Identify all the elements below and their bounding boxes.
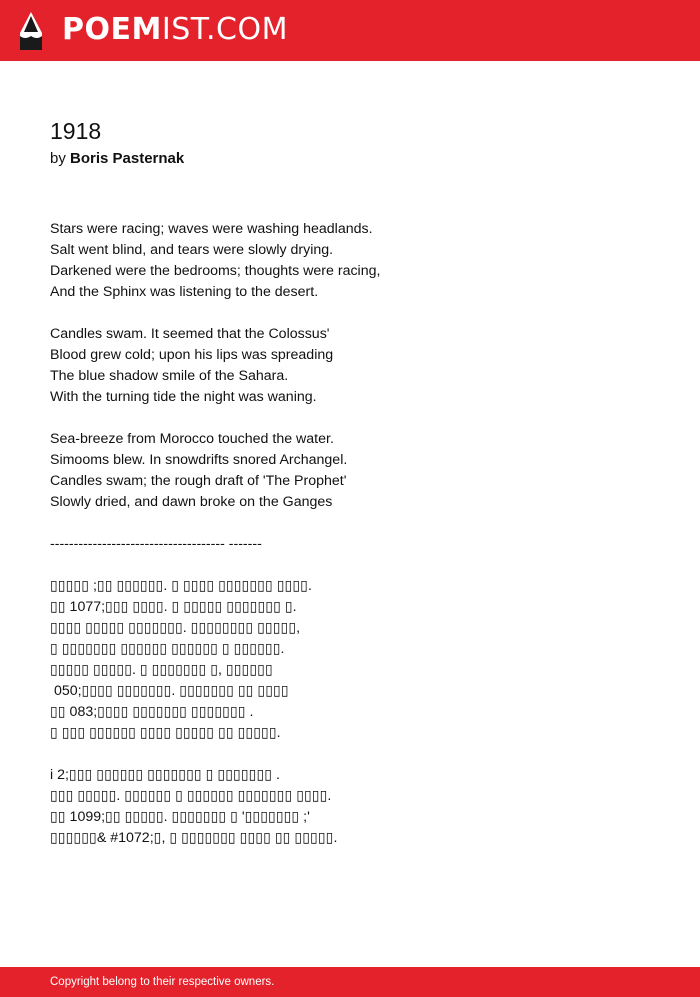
poem-line: With the turning tide the night was waning. [50, 389, 317, 405]
poem-line: ▯ ▯▯▯▯▯▯▯ ▯▯▯▯▯▯ ▯▯▯▯▯▯ ▯ ▯▯▯▯▯▯. [50, 641, 285, 657]
poem-body [50, 219, 670, 849]
poem-line: Salt went blind, and tears were slowly drying. [50, 242, 334, 258]
stanza [50, 576, 670, 744]
stanza [50, 429, 670, 513]
site-header [0, 0, 700, 61]
poem-line: ▯▯▯ ▯▯▯▯▯. ▯▯▯▯▯▯ ▯ ▯▯▯▯▯▯ ▯▯▯▯▯▯▯ ▯▯▯▯. [50, 788, 332, 804]
stanza [50, 534, 670, 555]
poem-line: Stars were racing; waves were washing headlands. [50, 221, 373, 237]
stanza [50, 324, 670, 408]
poem-line: ▯▯ 083;▯▯▯▯ ▯▯▯▯▯▯▯ ▯▯▯▯▯▯▯ . [50, 704, 254, 720]
author-name: Boris Pasternak [70, 150, 185, 167]
copyright-notice: Copyright belong to their respective owners. [50, 976, 275, 988]
stanza [50, 219, 670, 303]
stanza-gap [50, 555, 670, 576]
poem-line: The blue shadow smile of the Sahara. [50, 368, 289, 384]
poem-line: ▯ ▯▯▯ ▯▯▯▯▯▯ ▯▯▯▯ ▯▯▯▯▯ ▯▯ ▯▯▯▯▯. [50, 725, 281, 741]
poem-line: i 2;▯▯▯ ▯▯▯▯▯▯ ▯▯▯▯▯▯▯ ▯ ▯▯▯▯▯▯▯ . [50, 767, 280, 783]
poem-line: Slowly dried, and dawn broke on the Ganges [50, 494, 333, 510]
pencil-tip-icon [19, 11, 43, 51]
poem-line: 050;▯▯▯▯ ▯▯▯▯▯▯▯. ▯▯▯▯▯▯▯ ▯▯ ▯▯▯▯ [50, 683, 289, 699]
poem-line: ▯▯▯▯ ▯▯▯▯▯ ▯▯▯▯▯▯▯. ▯▯▯▯▯▯▯▯ ▯▯▯▯▯, [50, 620, 301, 636]
poem-line: And the Sphinx was listening to the desert. [50, 284, 319, 300]
site-footer [0, 967, 700, 997]
stanza [50, 765, 670, 849]
site-logo-text[interactable]: POEMIST.COM [62, 12, 288, 47]
poem-line: ▯▯▯▯▯▯& #1072;▯, ▯ ▯▯▯▯▯▯▯ ▯▯▯▯ ▯▯ ▯▯▯▯▯. [50, 830, 338, 846]
poem-line: Darkened were the bedrooms; thoughts were racing, [50, 263, 381, 279]
poem-line: ------------------------------------- ------- [50, 536, 262, 552]
poem-line: ▯▯ 1099;▯▯ ▯▯▯▯▯. ▯▯▯▯▯▯▯ ▯ '▯▯▯▯▯▯▯ ;' [50, 809, 310, 825]
poem-line: Simooms blew. In snowdrifts snored Archangel. [50, 452, 348, 468]
poem-byline: by Boris Pasternak [50, 150, 185, 167]
poem-line: Blood grew cold; upon his lips was spreading [50, 347, 334, 363]
poem-line: ▯▯ 1077;▯▯▯ ▯▯▯▯. ▯ ▯▯▯▯▯ ▯▯▯▯▯▯▯ ▯. [50, 599, 297, 615]
poem-line: Candles swam; the rough draft of 'The Prophet' [50, 473, 347, 489]
poem-line: Candles swam. It seemed that the Colossus' [50, 326, 330, 342]
stanza-gap [50, 408, 670, 429]
stanza-gap [50, 513, 670, 534]
stanza-gap [50, 303, 670, 324]
poem-line: ▯▯▯▯▯ ;▯▯ ▯▯▯▯▯▯. ▯ ▯▯▯▯ ▯▯▯▯▯▯▯ ▯▯▯▯. [50, 578, 312, 594]
poem-title: 1918 [50, 118, 102, 144]
poem-line: ▯▯▯▯▯ ▯▯▯▯▯. ▯ ▯▯▯▯▯▯▯ ▯, ▯▯▯▯▯▯ [50, 662, 273, 678]
poem-line: Sea-breeze from Morocco touched the water. [50, 431, 334, 447]
stanza-gap [50, 744, 670, 765]
